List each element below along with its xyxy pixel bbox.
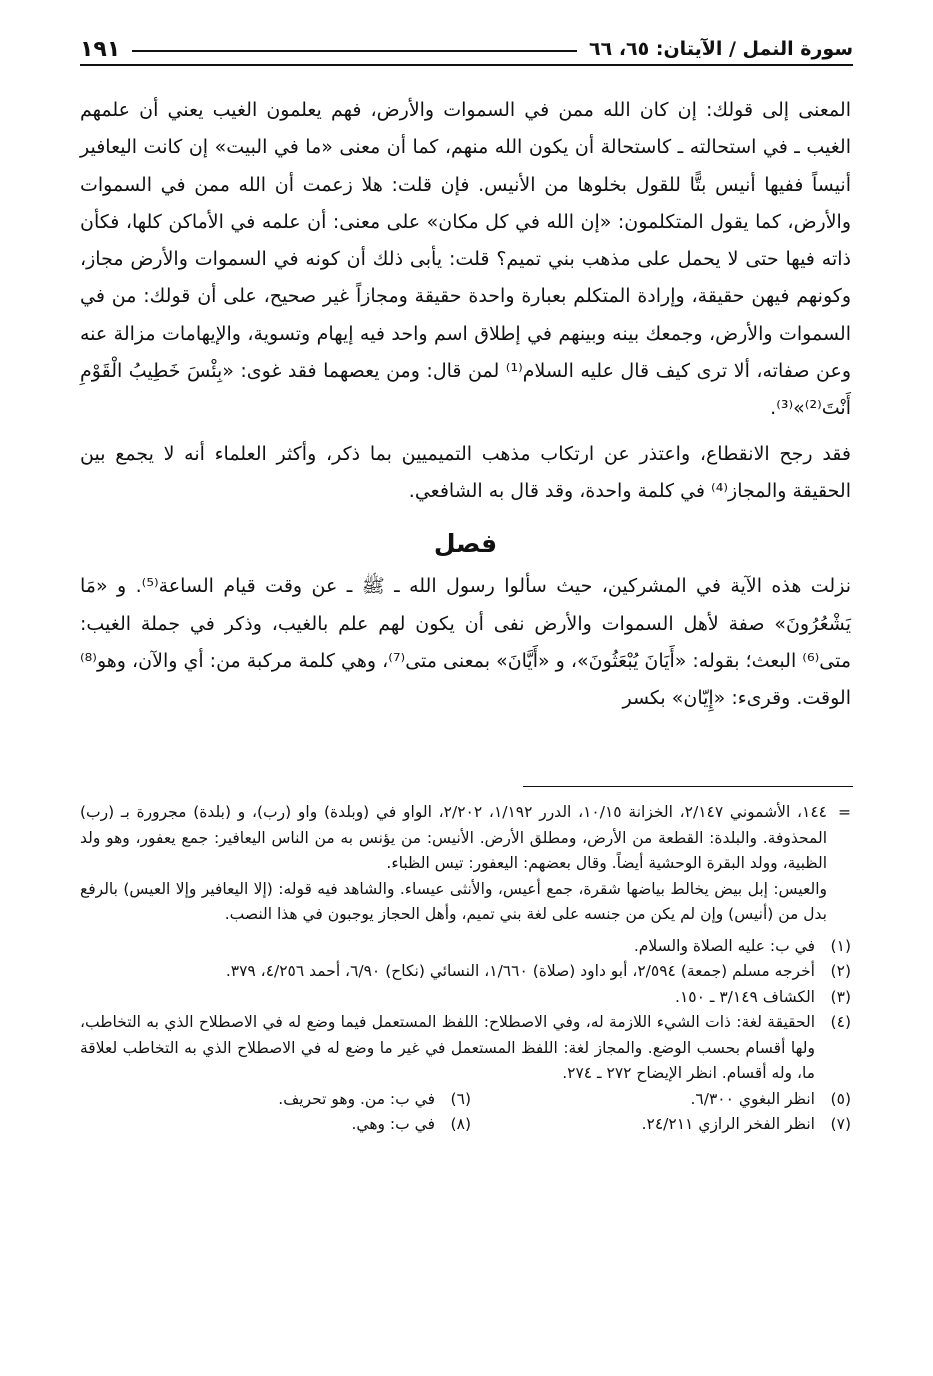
header-rule bbox=[132, 50, 577, 52]
footnote-text: الكشاف ٣/١٤٩ ـ ١٥٠. bbox=[675, 987, 815, 1006]
footnote-item bbox=[80, 959, 851, 985]
footnote-item bbox=[471, 1112, 851, 1138]
section-heading: فصل bbox=[433, 529, 498, 559]
footnote-row bbox=[80, 1112, 851, 1138]
footnote-text: في ب: عليه الصلاة والسلام. bbox=[633, 936, 815, 955]
footnote-item bbox=[471, 1087, 851, 1113]
main-paragraph: فقد رجح الانقطاع، واعتذر عن ارتكاب مذهب التميميين بما ذكر، وأكثر العلماء أنه لا يجمع بين الحقيقة والمجاز⁽⁴⁾ في كلمة واحدة، وقد قال به الشافعي. bbox=[80, 442, 851, 502]
footnote-item bbox=[91, 1087, 471, 1113]
footnote-number: (٨) bbox=[450, 1115, 471, 1133]
page-number: ١٩١ bbox=[80, 37, 121, 62]
main-text bbox=[80, 92, 851, 717]
continuation-mark: = bbox=[838, 803, 851, 821]
footnote-item bbox=[80, 1010, 851, 1087]
footnote-text: انظر البغوي ٦/٣٠٠. bbox=[690, 1089, 815, 1108]
footnote-number: (٦) bbox=[450, 1089, 471, 1108]
footnote-text: أخرجه مسلم (جمعة) ٢/٥٩٤، أبو داود (صلاة) ١/٦٦٠، النسائي (نكاح) ٦/٩٠، أحمد ٤/٢٥٦، ٣٧٩. bbox=[225, 962, 815, 980]
footnote-separator bbox=[523, 786, 853, 787]
footnotes bbox=[80, 800, 851, 1138]
footnote-row bbox=[80, 1087, 851, 1113]
footnote-text: في ب: من. وهو تحريف. bbox=[278, 1089, 435, 1108]
footnote-text: ١٤٤، الأشموني ٢/١٤٧، الخزانة ١٠/١٥، الدرر ١/١٩٢، ٢/٢٠٢، الواو في (وبلدة) واو (رب)، و (بلدة) مجرورة بـ (رب) المحذوفة. والبلدة: القطعة من الأرض، ومطلق الأرض. الأنيس: من يؤنس به من الناس اليعافير: جمع يعفور، وهو ولد الظبية، وولد البقرة الوحشية أيضاً. وقال بعضهم: اليعفور: تيس الظباء. bbox=[80, 803, 828, 872]
footnote-item bbox=[80, 985, 851, 1011]
footnote-item bbox=[80, 934, 851, 960]
footnote-number: (١) bbox=[830, 936, 851, 955]
footnote-number: (٥) bbox=[830, 1089, 851, 1108]
footnote-number: (٣) bbox=[830, 987, 851, 1006]
footnote-text: انظر الفخر الرازي ٢٤/٢١١. bbox=[641, 1115, 815, 1133]
footnote-continuation bbox=[80, 800, 851, 928]
main-paragraph: نزلت هذه الآية في المشركين، حيث سألوا رسول الله ـ ﷺ ـ عن وقت قيام الساعة⁽⁵⁾. و «مَا يَشْعُرُونَ» صفة لأهل السموات والأرض نفى أن يكون لهم علم بالغيب، وذكر في جملة الغيب: متى⁽⁶⁾ البعث؛ بقوله: «أَيَانَ يُبْعَثُونَ»، و «أَيَّانَ» بمعنى متى⁽⁷⁾، وهي كلمة مركبة من: أي والآن، وهو⁽⁸⁾ الوقت. وقرىء: «إِيّان» بكسر bbox=[80, 575, 851, 710]
footnote-text: في ب: وهي. bbox=[351, 1115, 435, 1133]
page-header bbox=[80, 26, 853, 66]
footnote-text: الحقيقة لغة: ذات الشيء اللازمة له، وفي الاصطلاح: اللفظ المستعمل فيما وضع له في الاصطلاح الذي به التخاطب، ولها أقسام بحسب الوضع. والمجاز لغة: اللفظ المستعمل في غير ما وضع له في الاصطلاح الذي به التخاطب لعلاقة ما، وله أقسام. انظر الإيضاح ٢٧٢ ـ ٢٧٤. bbox=[80, 1013, 815, 1082]
footnote-item bbox=[91, 1112, 471, 1138]
footnote-text: والعيس: إبل بيض يخالط بياضها شقرة، جمع أعيس، والأنثى عيساء. والشاهد فيه قوله: (إلا اليعافير وإلا العيس) بالرفع بدل من (أنيس) وإن لم يكن من جنسه على لغة بني تميم، وأهل الحجاز يوجبون في هذا النصب. bbox=[80, 879, 827, 923]
footnote-number: (٢) bbox=[830, 962, 851, 980]
running-title: سورة النمل / الآيتان: ٦٥، ٦٦ bbox=[589, 38, 853, 60]
footnote-number: (٤) bbox=[830, 1013, 851, 1031]
main-paragraph: المعنى إلى قولك: إن كان الله ممن في السموات والأرض، فهم يعلمون الغيب يعني أن علمهم الغيب ـ في استحالته ـ كاستحالة أن يكون الله منهم، كما أن معنى «ما في البيت» إن كانت اليعافير أنيساً ففيها أنيس بتًّا للقول بخلوها من الأنيس. فإن قلت: هلا زعمت أن الله ممن في السموات والأرض، كما يقول المتكلمون: «إن الله في كل مكان» على معنى: أن علمه في الأماكن كلها، فكأن ذاته فيها حتى لا يحمل على مذهب بني تميم؟ قلت: يأبى ذلك أن كونه في السموات والأرض مجاز، وكونهم فيهن حقيقة، وإرادة المتكلم بعبارة واحدة حقيقة ومجازاً غير صحيح، على أن قولك: من في السموات والأرض، وجمعك بينه وبينهم في إطلاق اسم واحد فيه إيهام وتسوية، والإيهامات مزالة عنه وعن صفاته، ألا ترى كيف قال عليه السلام⁽¹⁾ لمن قال: ومن يعصهما فقد غوى: «بِئْسَ خَطِيبُ الْقَوْمِ أَنْتَ⁽²⁾»⁽³⁾. bbox=[80, 99, 851, 420]
footnote-number: (٧) bbox=[830, 1115, 851, 1133]
